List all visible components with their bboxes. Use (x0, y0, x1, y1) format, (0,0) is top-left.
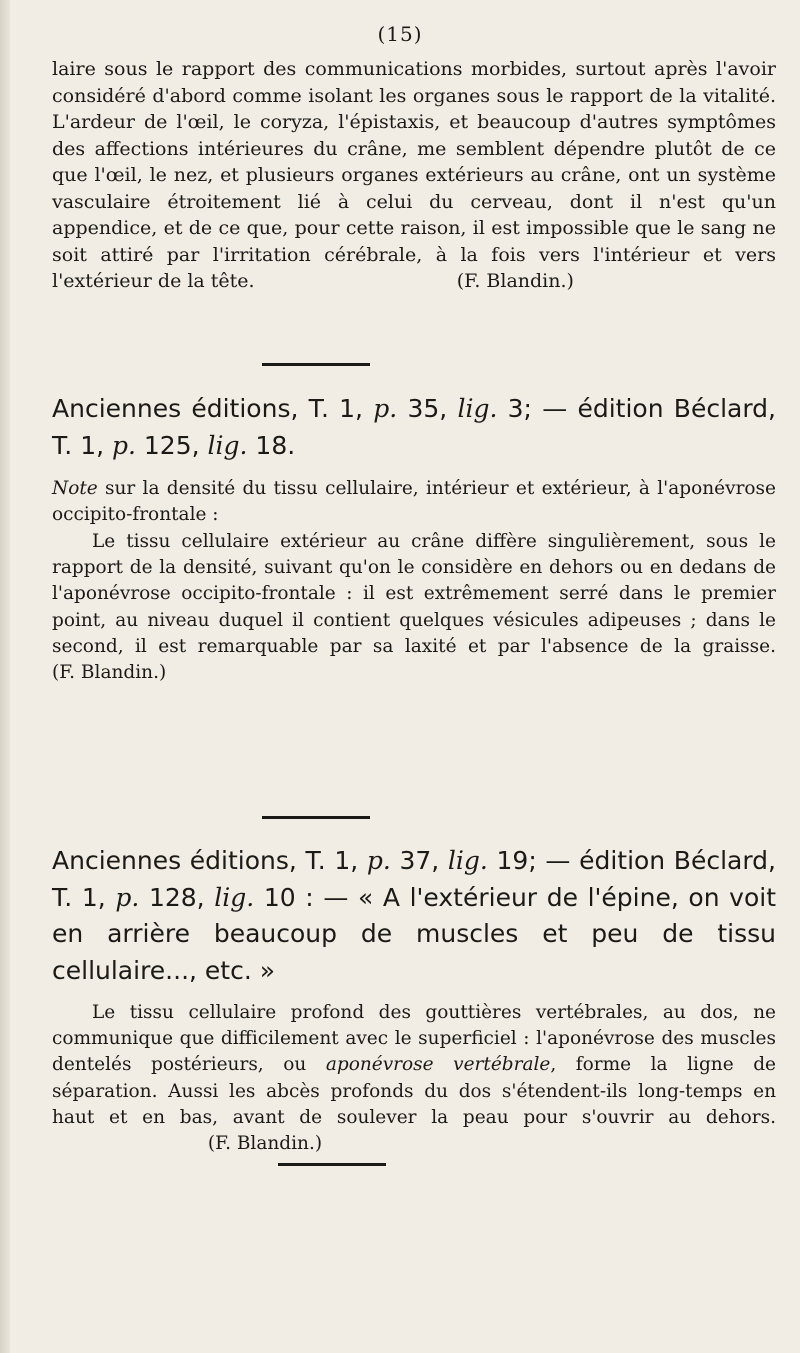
section-divider (262, 363, 370, 366)
author-signature: (F. Blandin.) (52, 662, 167, 684)
heading-text: Anciennes éditions, T. 1, (52, 846, 367, 875)
heading-text: 3; — édition Béclard, T. 1, (52, 394, 776, 460)
paragraph-continued (52, 56, 776, 295)
heading-abbrev: lig. (207, 430, 248, 460)
heading-text: 18. (247, 430, 296, 460)
author-signature: (F. Blandin.) (207, 1133, 323, 1155)
section-heading (52, 391, 776, 464)
heading-text: 37, (390, 846, 448, 875)
section-divider (278, 1163, 386, 1166)
heading-abbrev: p. (112, 430, 136, 460)
heading-text: 19; — édition Béclard, T. 1, (52, 846, 777, 912)
page-edge-shadow (0, 0, 10, 1353)
heading-abbrev: p. (373, 394, 398, 423)
heading-text: 125, (135, 430, 208, 460)
heading-text: 128, (139, 882, 215, 912)
paragraph-text: , forme la ligne de séparation. Aussi les abcès profonds du dos s'étendent-ils long-temps en haut et en bas, avant de soulever la peau pour s'ouvrir au dehors. (52, 1054, 776, 1128)
paragraph-text: Le tissu cellulaire extérieur au crâne diffère singulièrement, sous le rapport de la densité, suivant qu'on le considère en dehors ou en dedans de l'aponévrose occipito-frontale : il est extrêmement serré dans le premier point, au niveau duquel il contient quelques vésicules adipeuses ; dans le second, il est remarquable par sa laxité et par l'absence de la graisse. (52, 531, 776, 657)
italic-term: aponévrose vertébrale (325, 1054, 551, 1076)
heading-abbrev: p. (366, 846, 391, 875)
section-heading (52, 843, 776, 989)
note-body (52, 529, 776, 686)
heading-abbrev: lig. (214, 882, 255, 912)
heading-abbrev: p. (115, 882, 140, 912)
heading-text: Anciennes éditions, T. 1, (52, 394, 374, 423)
page-number: (15) (377, 22, 423, 46)
heading-text: 10 : — « A l'extérieur de l'épine, on voit en arrière beaucoup de muscles et peu de tissu cellulaire..., etc. » (52, 882, 777, 985)
note-label: Note (52, 478, 98, 499)
paragraph-text: laire sous le rapport des communications morbides, surtout après l'avoir considéré d'abord comme isolant les organes sous le rapport de la vitalité. L'ardeur de l'œil, le coryza, l'épistaxis, et beaucoup d'autres symptômes des affections intérieures du crâne, me semblent dépendre plutôt de ce que l'œil, le nez, et plusieurs organes extérieurs au crâne, ont un système vasculaire étroitement lié à celui du cerveau, dont il n'est qu'un appendice, et de ce que, pour cette raison, il est impossible que le sang ne soit attiré par l'irritation cérébrale, à la fois vers l'intérieur et vers l'extérieur de la tête. (52, 58, 776, 292)
note-intro (52, 476, 776, 528)
paragraph-text: Le tissu cellulaire profond des gouttières vertébrales, au dos, ne communique que difficilement avec le superficiel : l'aponévrose des muscles dentelés postérieurs, ou (52, 1002, 776, 1076)
heading-abbrev: lig. (447, 846, 488, 875)
note-text: sur la densité du tissu cellulaire, intérieur et extérieur, à l'aponévrose occipito-frontale : (52, 478, 776, 526)
commentary-body (52, 1000, 776, 1157)
author-signature: (F. Blandin.) (456, 270, 574, 292)
section-divider (262, 816, 370, 819)
heading-abbrev: lig. (457, 394, 498, 423)
heading-text: 35, (397, 394, 458, 423)
